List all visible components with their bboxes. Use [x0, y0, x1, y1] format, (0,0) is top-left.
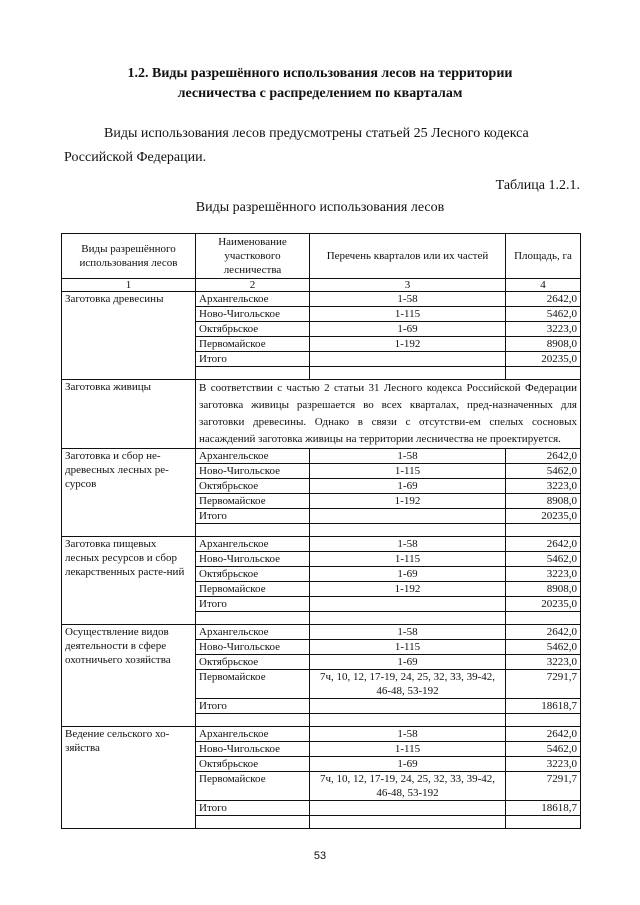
area-cell: 3223,0	[506, 655, 581, 670]
quarters-cell: 1-192	[310, 337, 506, 352]
area-cell: 5462,0	[506, 307, 581, 322]
empty-cell	[196, 524, 310, 537]
empty-cell	[310, 714, 506, 727]
quarters-cell: 1-69	[310, 479, 506, 494]
empty-cell	[310, 524, 506, 537]
area-cell: 3223,0	[506, 479, 581, 494]
area-cell: 5462,0	[506, 640, 581, 655]
district-cell: Первомайское	[196, 772, 310, 801]
district-cell: Итого	[196, 801, 310, 816]
empty-cell	[196, 816, 310, 829]
area-cell: 20235,0	[506, 352, 581, 367]
district-cell: Октябрьское	[196, 757, 310, 772]
district-cell: Архангельское	[196, 625, 310, 640]
district-cell: Архангельское	[196, 537, 310, 552]
column-number: 3	[310, 279, 506, 292]
district-cell: Первомайское	[196, 582, 310, 597]
district-cell: Архангельское	[196, 727, 310, 742]
area-cell: 2642,0	[506, 625, 581, 640]
table-number: Таблица 1.2.1.	[495, 178, 580, 193]
district-cell: Первомайское	[196, 670, 310, 699]
area-cell: 3223,0	[506, 567, 581, 582]
quarters-cell: 1-58	[310, 292, 506, 307]
district-cell: Октябрьское	[196, 322, 310, 337]
district-cell: Первомайское	[196, 337, 310, 352]
district-cell: Итого	[196, 509, 310, 524]
empty-cell	[506, 524, 581, 537]
empty-cell	[506, 816, 581, 829]
empty-cell	[506, 367, 581, 380]
table-title: Виды разрешённого использования лесов	[195, 200, 445, 215]
area-cell: 18618,7	[506, 801, 581, 816]
district-cell: Итого	[196, 597, 310, 612]
header-use-type: Виды разрешённого использования лесов	[62, 234, 196, 279]
quarters-cell: 1-58	[310, 625, 506, 640]
page-number: 53	[313, 850, 327, 862]
empty-cell	[310, 816, 506, 829]
quarters-cell: 1-58	[310, 449, 506, 464]
quarters-cell: 7ч, 10, 12, 17-19, 24, 25, 32, 33, 39-42, 46-48, 53-192	[310, 772, 506, 801]
quarters-cell: 1-69	[310, 655, 506, 670]
note-cell: В соответствии с частью 2 статьи 31 Лесного кодекса Российской Федерации заготовка живицы разрешается во всех кварталах, пред-назначенных для заготовки древесины. Однако в связи с отсутстви-ем спелых сосновых насаждений заготовка живицы на территории лесничества не проектируется.	[196, 380, 581, 449]
district-cell: Октябрьское	[196, 567, 310, 582]
section-heading	[60, 64, 580, 104]
column-number: 4	[506, 279, 581, 292]
quarters-cell: 1-115	[310, 464, 506, 479]
use-type-cell: Заготовка и сбор не-древесных лесных ре-сурсов	[62, 449, 196, 537]
quarters-cell: 1-115	[310, 742, 506, 757]
area-cell: 2642,0	[506, 449, 581, 464]
empty-cell	[196, 714, 310, 727]
area-cell: 3223,0	[506, 322, 581, 337]
table-row	[62, 449, 581, 464]
use-type-cell: Заготовка живицы	[62, 380, 196, 449]
area-cell: 5462,0	[506, 742, 581, 757]
table-row	[62, 625, 581, 640]
section-heading-line-1: 1.2. Виды разрешённого использования лесов на территории	[127, 66, 513, 81]
quarters-cell	[310, 509, 506, 524]
use-type-cell: Ведение сельского хо-зяйства	[62, 727, 196, 829]
section-heading-line-2: лесничества с распределением по кварталам	[177, 86, 463, 101]
quarters-cell: 7ч, 10, 12, 17-19, 24, 25, 32, 33, 39-42, 46-48, 53-192	[310, 670, 506, 699]
empty-cell	[310, 367, 506, 380]
area-cell: 2642,0	[506, 727, 581, 742]
use-type-cell: Заготовка древесины	[62, 292, 196, 380]
area-cell: 5462,0	[506, 552, 581, 567]
quarters-cell: 1-58	[310, 727, 506, 742]
area-cell: 2642,0	[506, 537, 581, 552]
empty-cell	[196, 612, 310, 625]
empty-cell	[196, 367, 310, 380]
header-district: Наименование участкового лесничества	[196, 234, 310, 279]
district-cell: Ново-Чигольское	[196, 552, 310, 567]
quarters-cell: 1-115	[310, 552, 506, 567]
district-cell: Архангельское	[196, 449, 310, 464]
empty-cell	[506, 612, 581, 625]
table-row	[62, 537, 581, 552]
empty-cell	[310, 612, 506, 625]
district-cell: Ново-Чигольское	[196, 307, 310, 322]
area-cell: 3223,0	[506, 757, 581, 772]
district-cell: Октябрьское	[196, 655, 310, 670]
quarters-cell: 1-69	[310, 567, 506, 582]
area-cell: 7291,7	[506, 670, 581, 699]
quarters-cell	[310, 699, 506, 714]
district-cell: Итого	[196, 352, 310, 367]
district-cell: Ново-Чигольское	[196, 464, 310, 479]
quarters-cell	[310, 352, 506, 367]
quarters-cell: 1-192	[310, 582, 506, 597]
district-cell: Ново-Чигольское	[196, 742, 310, 757]
area-cell: 18618,7	[506, 699, 581, 714]
column-number: 2	[196, 279, 310, 292]
district-cell: Архангельское	[196, 292, 310, 307]
quarters-cell	[310, 801, 506, 816]
area-cell: 20235,0	[506, 597, 581, 612]
quarters-cell: 1-69	[310, 757, 506, 772]
header-area: Площадь, га	[506, 234, 581, 279]
intro-paragraph: Виды использования лесов предусмотрены статьей 25 Лесного кодекса Российской Федерации.	[64, 126, 529, 165]
area-cell: 8908,0	[506, 337, 581, 352]
quarters-cell: 1-192	[310, 494, 506, 509]
use-type-cell: Осуществление видов деятельности в сфере охотничьего хозяйства	[62, 625, 196, 727]
district-cell: Итого	[196, 699, 310, 714]
district-cell: Первомайское	[196, 494, 310, 509]
table-header-row	[62, 234, 581, 279]
forest-use-table	[61, 233, 581, 829]
area-cell: 2642,0	[506, 292, 581, 307]
district-cell: Ново-Чигольское	[196, 640, 310, 655]
table-row	[62, 380, 581, 449]
table-row	[62, 727, 581, 742]
table-row	[62, 292, 581, 307]
area-cell: 8908,0	[506, 494, 581, 509]
quarters-cell	[310, 597, 506, 612]
quarters-cell: 1-58	[310, 537, 506, 552]
quarters-cell: 1-115	[310, 307, 506, 322]
quarters-cell: 1-115	[310, 640, 506, 655]
area-cell: 5462,0	[506, 464, 581, 479]
area-cell: 8908,0	[506, 582, 581, 597]
header-quarters: Перечень кварталов или их частей	[310, 234, 506, 279]
quarters-cell: 1-69	[310, 322, 506, 337]
area-cell: 20235,0	[506, 509, 581, 524]
column-number: 1	[62, 279, 196, 292]
column-number-row	[62, 279, 581, 292]
area-cell: 7291,7	[506, 772, 581, 801]
use-type-cell: Заготовка пищевых лесных ресурсов и сбор лекарственных расте-ний	[62, 537, 196, 625]
empty-cell	[506, 714, 581, 727]
district-cell: Октябрьское	[196, 479, 310, 494]
table-body	[62, 292, 581, 829]
